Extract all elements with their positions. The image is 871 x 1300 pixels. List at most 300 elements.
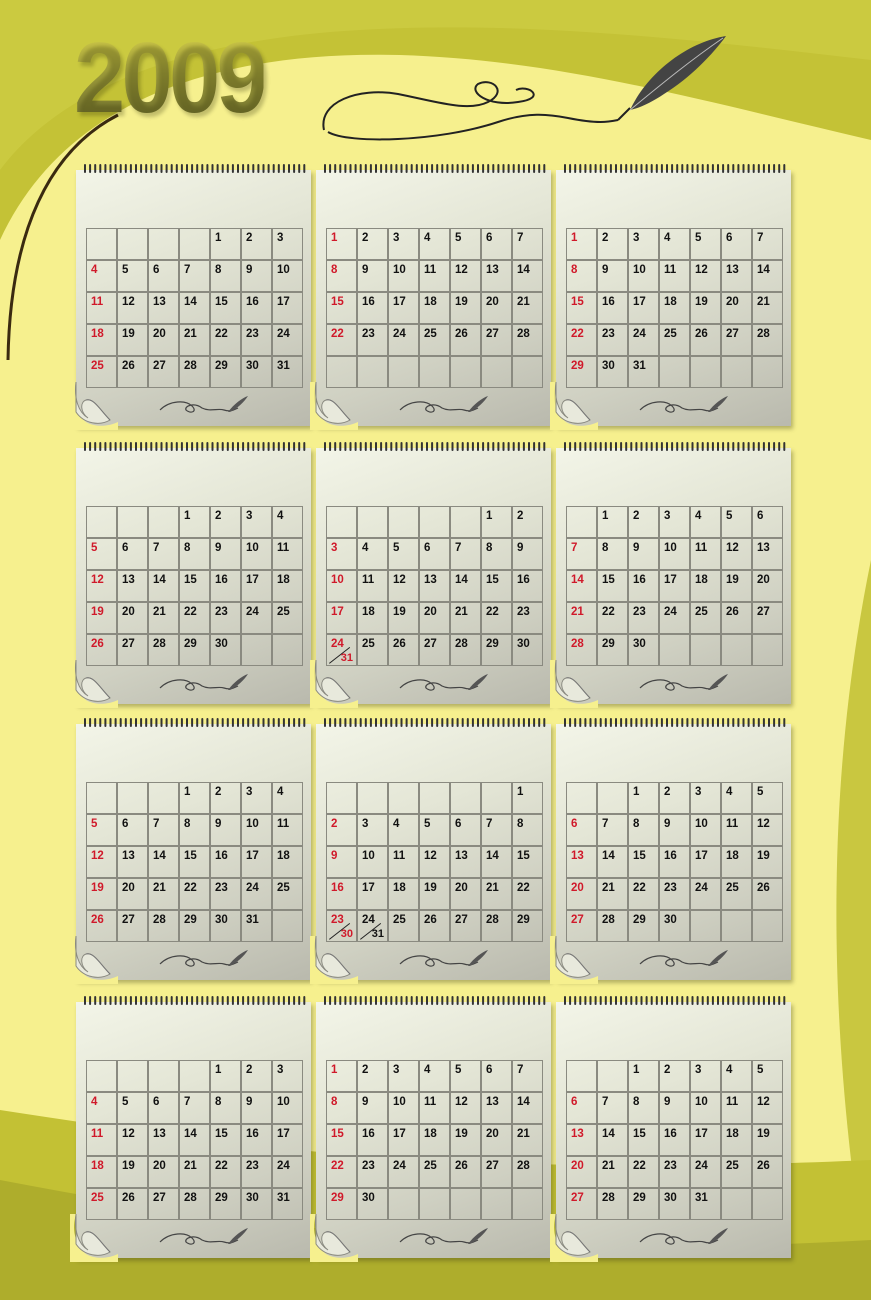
day-cell	[419, 538, 450, 570]
flourish-icon	[638, 1226, 730, 1248]
day-cell	[721, 634, 752, 666]
day-cell	[481, 782, 512, 814]
day-cell	[566, 782, 597, 814]
day-number: 22	[184, 606, 197, 618]
day-cell	[690, 506, 721, 538]
day-cell	[597, 228, 628, 260]
day-number: 27	[455, 914, 468, 926]
month-sheet-december	[556, 996, 791, 1258]
day-cell	[690, 1156, 721, 1188]
day-cell	[628, 878, 659, 910]
day-number: 19	[91, 882, 104, 894]
day-number: 4	[726, 1064, 733, 1076]
day-number: 7	[571, 542, 578, 554]
day-number: 11	[726, 818, 739, 830]
day-cell	[272, 570, 303, 602]
day-cell	[721, 324, 752, 356]
day-cell	[388, 910, 419, 942]
spiral-rings-icon	[82, 164, 306, 174]
day-cell	[659, 356, 690, 388]
day-number: 13	[757, 542, 770, 554]
day-number: 15	[331, 1128, 344, 1140]
day-cell	[148, 260, 179, 292]
day-cell	[210, 602, 241, 634]
day-cell	[721, 292, 752, 324]
day-number: 25	[393, 914, 406, 926]
day-cell	[272, 910, 303, 942]
day-cell	[597, 1156, 628, 1188]
day-number: 2	[246, 232, 253, 244]
day-number: 22	[215, 328, 228, 340]
day-number: 8	[633, 1096, 640, 1108]
day-number: 14	[571, 574, 584, 586]
day-cell	[659, 910, 690, 942]
day-cell	[272, 228, 303, 260]
day-number: 20	[486, 1128, 499, 1140]
day-number: 12	[91, 574, 104, 586]
day-cell	[388, 506, 419, 538]
day-number: 9	[215, 542, 222, 554]
day-cell	[752, 292, 783, 324]
day-number: 20	[571, 1160, 584, 1172]
day-cell	[388, 260, 419, 292]
day-cell	[179, 1124, 210, 1156]
day-number: 25	[726, 882, 739, 894]
day-cell	[210, 260, 241, 292]
day-number: 13	[486, 264, 499, 276]
day-number: 26	[91, 638, 104, 650]
day-number: 9	[246, 264, 253, 276]
day-cell	[179, 846, 210, 878]
day-cell	[272, 292, 303, 324]
day-cell	[628, 228, 659, 260]
day-number: 29	[571, 360, 584, 372]
day-number: 15	[571, 296, 584, 308]
day-cell	[512, 782, 543, 814]
day-cell	[597, 292, 628, 324]
page-curl-icon	[310, 1214, 358, 1262]
day-number: 1	[184, 786, 191, 798]
day-cell	[450, 1188, 481, 1220]
day-number: 23	[246, 1160, 259, 1172]
day-number: 16	[517, 574, 530, 586]
day-cell	[210, 1188, 241, 1220]
day-cell	[117, 260, 148, 292]
day-number: 27	[726, 328, 739, 340]
day-number: 28	[757, 328, 770, 340]
day-number: 26	[393, 638, 406, 650]
day-number: 4	[362, 542, 369, 554]
day-number: 6	[486, 1064, 493, 1076]
day-number: 20	[153, 328, 166, 340]
day-cell	[659, 228, 690, 260]
day-cell	[357, 1060, 388, 1092]
day-cell	[179, 506, 210, 538]
day-number: 1	[331, 1064, 338, 1076]
day-number: 31	[277, 1192, 290, 1204]
day-number: 5	[455, 1064, 462, 1076]
day-cell	[481, 324, 512, 356]
day-cell	[721, 782, 752, 814]
day-cell	[512, 910, 543, 942]
day-cell	[481, 570, 512, 602]
spiral-rings-icon	[322, 164, 546, 174]
day-cell	[210, 1060, 241, 1092]
day-cell	[148, 782, 179, 814]
day-cell	[241, 324, 272, 356]
day-cell	[272, 260, 303, 292]
day-number: 3	[331, 542, 338, 554]
day-cell	[241, 356, 272, 388]
day-number: 19	[455, 296, 468, 308]
day-cell	[388, 878, 419, 910]
day-cell	[450, 292, 481, 324]
day-cell	[86, 1156, 117, 1188]
day-number: 9	[246, 1096, 253, 1108]
page-curl-icon	[310, 936, 358, 984]
weekday-header	[88, 766, 306, 780]
day-cell	[481, 228, 512, 260]
day-cell	[659, 292, 690, 324]
day-cell	[241, 910, 272, 942]
day-number: 17	[664, 574, 677, 586]
day-number: 16	[633, 574, 646, 586]
day-number: 1	[486, 510, 493, 522]
day-number: 21	[757, 296, 770, 308]
day-cell	[388, 1124, 419, 1156]
day-number: 8	[571, 264, 578, 276]
day-cell	[148, 506, 179, 538]
day-cell	[241, 878, 272, 910]
page-curl-icon	[70, 382, 118, 430]
day-number: 9	[633, 542, 640, 554]
day-number: 15	[602, 574, 615, 586]
day-cell	[148, 324, 179, 356]
day-cell	[450, 846, 481, 878]
day-number: 3	[246, 786, 253, 798]
day-number: 29	[633, 914, 646, 926]
day-number: 10	[331, 574, 344, 586]
day-number: 21	[184, 1160, 197, 1172]
day-cell	[357, 260, 388, 292]
day-cell	[419, 570, 450, 602]
day-cell	[512, 324, 543, 356]
day-number: 5	[393, 542, 400, 554]
day-number: 22	[602, 606, 615, 618]
day-cell	[721, 846, 752, 878]
day-cell	[690, 910, 721, 942]
month-sheet-august	[316, 718, 551, 980]
day-number: 13	[122, 850, 135, 862]
day-number: 24	[695, 1160, 708, 1172]
day-number: 30	[517, 638, 530, 650]
day-cell	[752, 356, 783, 388]
day-cell	[690, 324, 721, 356]
day-number-overflow: 30	[340, 928, 353, 940]
day-cell	[357, 910, 388, 942]
spiral-rings-icon	[322, 442, 546, 452]
day-number: 5	[757, 1064, 764, 1076]
day-cell	[241, 506, 272, 538]
day-cell	[752, 506, 783, 538]
day-number: 26	[424, 914, 437, 926]
day-number: 16	[362, 1128, 375, 1140]
day-cell	[357, 814, 388, 846]
day-cell	[326, 814, 357, 846]
day-number: 22	[486, 606, 499, 618]
day-cell	[481, 292, 512, 324]
day-number: 18	[277, 850, 290, 862]
day-number: 15	[517, 850, 530, 862]
day-cell	[86, 570, 117, 602]
day-cell	[241, 538, 272, 570]
day-cell	[179, 292, 210, 324]
day-number: 1	[184, 510, 191, 522]
day-cell	[419, 292, 450, 324]
day-number: 26	[455, 328, 468, 340]
day-cell	[419, 602, 450, 634]
day-cell	[481, 814, 512, 846]
day-cell	[721, 1060, 752, 1092]
day-number: 7	[757, 232, 764, 244]
day-cell	[388, 846, 419, 878]
day-cell	[597, 1124, 628, 1156]
day-number: 2	[362, 1064, 369, 1076]
day-cell	[690, 570, 721, 602]
day-cell	[659, 1124, 690, 1156]
day-cell	[148, 1092, 179, 1124]
day-cell	[419, 878, 450, 910]
day-number: 29	[215, 360, 228, 372]
day-number: 3	[393, 232, 400, 244]
day-cell	[450, 228, 481, 260]
day-number: 10	[277, 264, 290, 276]
day-number: 11	[91, 1128, 104, 1140]
day-number: 15	[184, 850, 197, 862]
day-cell	[419, 1124, 450, 1156]
day-cell	[597, 570, 628, 602]
day-number: 2	[215, 786, 222, 798]
spiral-rings-icon	[82, 718, 306, 728]
day-cell	[117, 506, 148, 538]
day-number: 24	[246, 882, 259, 894]
day-cell	[597, 782, 628, 814]
day-cell	[148, 910, 179, 942]
day-cell	[690, 228, 721, 260]
day-number: 11	[393, 850, 406, 862]
day-number: 12	[122, 296, 135, 308]
day-cell	[419, 506, 450, 538]
day-cell	[117, 1188, 148, 1220]
weekday-header	[328, 1044, 546, 1058]
year-title: 2009	[74, 22, 264, 134]
day-cell	[326, 570, 357, 602]
page-curl-icon	[310, 660, 358, 708]
day-number: 24	[633, 328, 646, 340]
day-number: 22	[633, 882, 646, 894]
day-number: 9	[362, 1096, 369, 1108]
day-number: 31	[695, 1192, 708, 1204]
day-number: 20	[757, 574, 770, 586]
day-grid	[86, 782, 303, 942]
day-number: 23	[362, 328, 375, 340]
day-cell	[512, 1188, 543, 1220]
day-number: 14	[184, 296, 197, 308]
day-cell	[117, 814, 148, 846]
month-sheet-september	[556, 718, 791, 980]
day-cell	[179, 356, 210, 388]
day-cell	[272, 602, 303, 634]
day-number: 22	[517, 882, 530, 894]
day-number: 4	[393, 818, 400, 830]
day-cell	[481, 1092, 512, 1124]
day-cell	[450, 910, 481, 942]
day-cell	[117, 356, 148, 388]
day-number: 5	[424, 818, 431, 830]
day-cell	[752, 634, 783, 666]
day-cell	[86, 292, 117, 324]
day-cell	[512, 634, 543, 666]
month-sheet-may	[316, 442, 551, 704]
day-number: 13	[122, 574, 135, 586]
day-number: 26	[757, 1160, 770, 1172]
day-cell	[357, 1188, 388, 1220]
day-number: 7	[153, 542, 160, 554]
spiral-rings-icon	[562, 996, 786, 1006]
day-cell	[357, 570, 388, 602]
day-number: 12	[455, 264, 468, 276]
day-cell	[450, 634, 481, 666]
day-number: 3	[695, 786, 702, 798]
day-number: 8	[331, 1096, 338, 1108]
day-number: 12	[424, 850, 437, 862]
flourish-icon	[398, 394, 490, 416]
day-cell	[86, 814, 117, 846]
day-number: 14	[517, 1096, 530, 1108]
day-cell	[326, 1092, 357, 1124]
day-cell	[597, 1188, 628, 1220]
flourish-icon	[158, 1226, 250, 1248]
day-cell	[628, 570, 659, 602]
day-number: 21	[153, 882, 166, 894]
day-number: 20	[424, 606, 437, 618]
day-number: 27	[571, 1192, 584, 1204]
day-cell	[117, 538, 148, 570]
day-cell	[628, 634, 659, 666]
day-cell	[272, 814, 303, 846]
day-cell	[752, 228, 783, 260]
day-number: 12	[695, 264, 708, 276]
day-number: 20	[571, 882, 584, 894]
day-cell	[752, 814, 783, 846]
day-number: 10	[246, 542, 259, 554]
day-number: 16	[246, 296, 259, 308]
day-cell	[241, 602, 272, 634]
day-cell	[752, 910, 783, 942]
day-cell	[690, 538, 721, 570]
day-number: 20	[122, 606, 135, 618]
day-number: 19	[757, 850, 770, 862]
page-curl-icon	[550, 660, 598, 708]
day-cell	[721, 260, 752, 292]
day-number: 10	[664, 542, 677, 554]
day-cell	[241, 260, 272, 292]
day-cell	[272, 878, 303, 910]
day-cell	[86, 878, 117, 910]
day-cell	[512, 1124, 543, 1156]
day-number: 23	[331, 914, 344, 926]
day-number: 6	[571, 1096, 578, 1108]
day-cell	[481, 506, 512, 538]
day-number: 29	[184, 638, 197, 650]
day-number: 21	[602, 1160, 615, 1172]
day-number: 26	[122, 1192, 135, 1204]
day-number: 8	[184, 542, 191, 554]
day-cell	[721, 602, 752, 634]
day-cell	[659, 1092, 690, 1124]
day-cell	[566, 324, 597, 356]
day-cell	[628, 1060, 659, 1092]
day-number: 18	[664, 296, 677, 308]
day-number: 19	[393, 606, 406, 618]
day-number: 27	[122, 638, 135, 650]
day-number: 17	[277, 1128, 290, 1140]
day-cell	[597, 814, 628, 846]
day-number: 10	[695, 818, 708, 830]
day-number: 29	[517, 914, 530, 926]
day-number: 10	[246, 818, 259, 830]
day-cell	[388, 324, 419, 356]
day-cell	[357, 356, 388, 388]
day-number: 7	[184, 264, 191, 276]
day-cell	[481, 1188, 512, 1220]
day-number: 3	[695, 1064, 702, 1076]
day-number: 25	[91, 1192, 104, 1204]
day-cell	[752, 846, 783, 878]
day-number: 7	[184, 1096, 191, 1108]
day-number: 21	[153, 606, 166, 618]
day-number: 29	[331, 1192, 344, 1204]
day-cell	[628, 1124, 659, 1156]
day-number: 25	[91, 360, 104, 372]
day-cell	[566, 260, 597, 292]
day-number: 25	[277, 606, 290, 618]
day-number: 3	[664, 510, 671, 522]
day-cell	[148, 1124, 179, 1156]
day-cell	[481, 634, 512, 666]
day-cell	[628, 324, 659, 356]
day-cell	[721, 1092, 752, 1124]
month-sheet-november	[316, 996, 551, 1258]
day-number: 27	[424, 638, 437, 650]
day-number: 1	[571, 232, 578, 244]
day-number: 20	[153, 1160, 166, 1172]
day-cell	[272, 634, 303, 666]
flourish-icon	[398, 948, 490, 970]
day-grid	[326, 506, 543, 666]
day-cell	[148, 814, 179, 846]
day-number: 20	[455, 882, 468, 894]
day-cell	[210, 356, 241, 388]
day-number: 19	[424, 882, 437, 894]
day-cell	[628, 782, 659, 814]
day-cell	[752, 782, 783, 814]
day-cell	[566, 506, 597, 538]
day-cell	[690, 602, 721, 634]
weekday-header	[568, 1044, 786, 1058]
day-cell	[388, 1060, 419, 1092]
day-cell	[86, 538, 117, 570]
